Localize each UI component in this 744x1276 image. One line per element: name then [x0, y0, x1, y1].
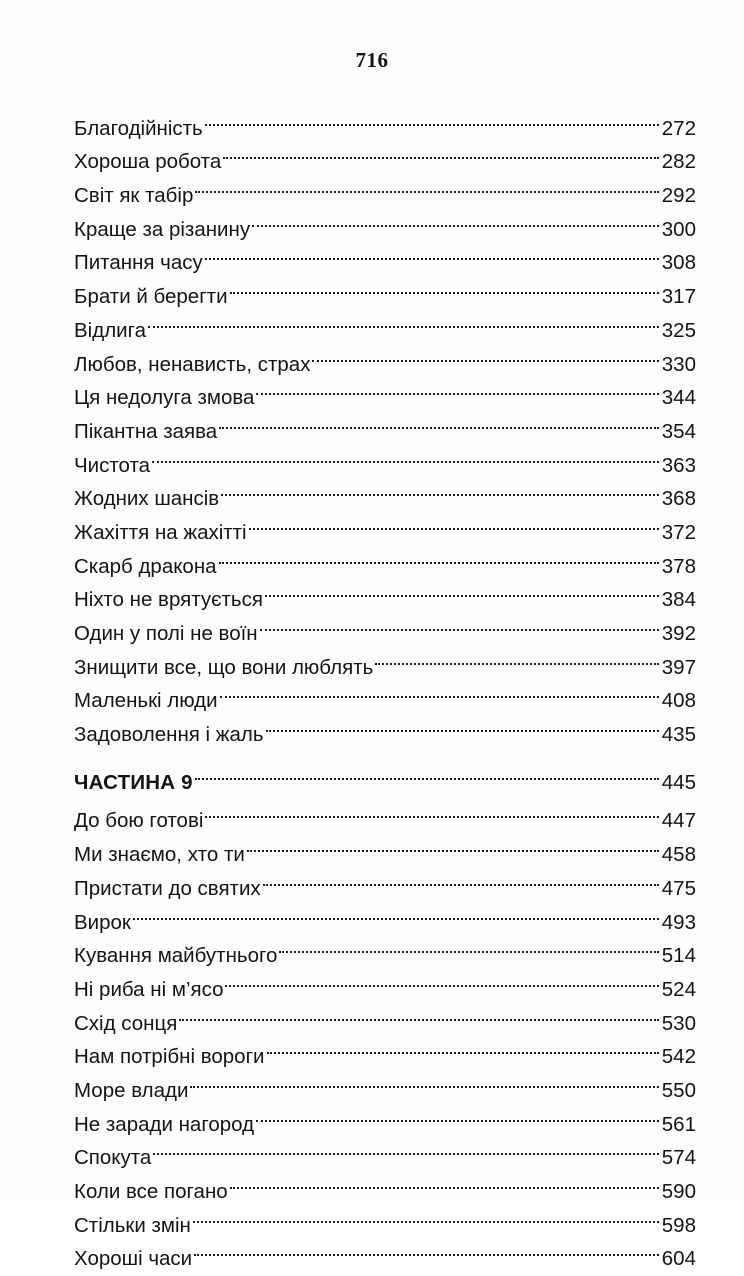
entry-title: Спокута [74, 1146, 152, 1170]
entry-title: Жодних шансів [74, 487, 220, 511]
entry-page-number: 330 [661, 352, 696, 376]
dot-leader [266, 707, 659, 741]
table-of-contents [74, 101, 696, 1271]
entry-title: Хороша робота [74, 150, 222, 174]
entry-page-number: 550 [661, 1078, 696, 1102]
toc-entry [74, 895, 696, 934]
entry-page-number: 514 [661, 944, 696, 968]
dot-leader [225, 962, 658, 996]
dot-leader [194, 1232, 659, 1266]
toc-part-heading [74, 755, 696, 794]
dot-leader [247, 827, 659, 861]
entry-title: Море влади [74, 1078, 189, 1102]
entry-page-number: 300 [661, 217, 696, 241]
entry-title: Жахіття на жахітті [74, 520, 247, 544]
entry-page-number: 378 [661, 554, 696, 578]
dot-leader [220, 674, 659, 708]
entry-page-number: 354 [661, 419, 696, 443]
dot-leader [221, 472, 659, 506]
entry-title: Нам потрібні вороги [74, 1045, 265, 1069]
entry-title: Відлига [74, 318, 147, 342]
entry-title: Кування майбутнього [74, 944, 278, 968]
entry-page-number: 317 [661, 285, 696, 309]
dot-leader [205, 101, 659, 135]
toc-entry [74, 1164, 696, 1203]
toc-entries-group-b [74, 794, 696, 1271]
entry-title: Скарб дракона [74, 554, 217, 578]
dot-leader [223, 135, 659, 169]
dot-leader [256, 371, 658, 405]
entry-page-number: 435 [661, 723, 696, 747]
entry-page-number: 368 [661, 487, 696, 511]
entry-page-number: 561 [661, 1112, 696, 1136]
entry-title: Благодійність [74, 116, 203, 140]
entry-page-number: 604 [661, 1247, 696, 1271]
entry-title: Ні риба ні м’ясо [74, 977, 224, 1001]
dot-leader [260, 606, 659, 640]
dot-leader [153, 1131, 658, 1165]
entry-page-number: 475 [661, 876, 696, 900]
entry-page-number: 272 [661, 116, 696, 140]
entry-page-number: 598 [661, 1213, 696, 1237]
entry-title: Маленькі люди [74, 689, 218, 713]
entry-page-number: 493 [661, 910, 696, 934]
entry-page-number: 590 [661, 1180, 696, 1203]
entry-page-number: 325 [661, 318, 696, 342]
entry-title: Брати й берегти [74, 285, 228, 309]
entry-title: Стільки змін [74, 1213, 191, 1237]
entry-title: Світ як табір [74, 184, 194, 208]
dot-leader [219, 404, 659, 438]
entry-title: Ніхто не врятується [74, 588, 263, 612]
toc-entry [74, 438, 696, 477]
toc-entry [74, 472, 696, 511]
dot-leader [265, 573, 659, 607]
dot-leader [230, 269, 659, 303]
dot-leader [133, 895, 659, 929]
toc-entry [74, 929, 696, 968]
entry-title: Знищити все, що вони люблять [74, 655, 374, 679]
dot-leader [279, 929, 658, 963]
dot-leader [195, 755, 659, 789]
entry-title: Не заради нагород [74, 1112, 255, 1136]
entry-page-number: 447 [661, 809, 696, 833]
dot-leader [375, 640, 659, 674]
entry-title: Пристати до святих [74, 876, 261, 900]
dot-leader [312, 337, 658, 371]
entry-page-number: 292 [661, 184, 696, 208]
entry-title: Хороші часи [74, 1247, 193, 1271]
entry-title: Задоволення і жаль [74, 723, 264, 747]
entry-title: Схід сонця [74, 1011, 178, 1035]
entry-page-number: 458 [661, 843, 696, 867]
dot-leader [205, 794, 658, 828]
entry-page-number: 372 [661, 520, 696, 544]
entry-page-number: 408 [661, 689, 696, 713]
entry-title: Пікантна заява [74, 419, 218, 443]
dot-leader [219, 539, 659, 573]
entry-page-number: 392 [661, 622, 696, 645]
entry-title: Краще за різанину [74, 217, 251, 241]
dot-leader [190, 1063, 658, 1097]
entry-page-number: 524 [661, 977, 696, 1001]
dot-leader [252, 202, 659, 236]
dot-leader [205, 236, 659, 270]
dot-leader [263, 861, 659, 895]
toc-entry [74, 101, 696, 140]
entry-page-number: 282 [661, 150, 696, 174]
entry-title: Вирок [74, 910, 131, 934]
toc-entry [74, 1131, 696, 1170]
entry-title: Чистота [74, 453, 151, 477]
dot-leader [179, 996, 658, 1030]
entry-title: Любов, ненависть, страх [74, 352, 311, 376]
entry-title: Ми знаємо, хто ти [74, 843, 245, 867]
dot-leader [267, 1030, 659, 1064]
dot-leader [256, 1097, 659, 1131]
entry-title: Один у полі не воїн [74, 622, 258, 645]
entry-page-number: 397 [661, 655, 696, 679]
entry-title: До бою готові [74, 809, 204, 833]
dot-leader [148, 303, 659, 337]
entry-title: Питання часу [74, 251, 203, 275]
toc-entries-group-a [74, 101, 696, 747]
entry-page-number: 363 [661, 453, 696, 477]
entry-page-number: 542 [661, 1045, 696, 1069]
part-title: ЧАСТИНА 9 [74, 770, 193, 794]
dot-leader [152, 438, 659, 472]
dot-leader [195, 168, 658, 202]
toc-entry [74, 337, 696, 376]
entry-title: Коли все погано [74, 1180, 228, 1203]
page-number: 716 [355, 48, 389, 72]
entry-title: Ця недолуга змова [74, 386, 255, 410]
toc-entry [74, 303, 696, 342]
entry-page-number: 308 [661, 251, 696, 275]
entry-page-number: 344 [661, 386, 696, 410]
entry-page-number: 384 [661, 588, 696, 612]
dot-leader [230, 1164, 659, 1198]
dot-leader [193, 1198, 659, 1232]
entry-page-number: 574 [661, 1146, 696, 1170]
part-page-number: 445 [661, 770, 696, 794]
dot-leader [249, 505, 659, 539]
entry-page-number: 530 [661, 1011, 696, 1035]
